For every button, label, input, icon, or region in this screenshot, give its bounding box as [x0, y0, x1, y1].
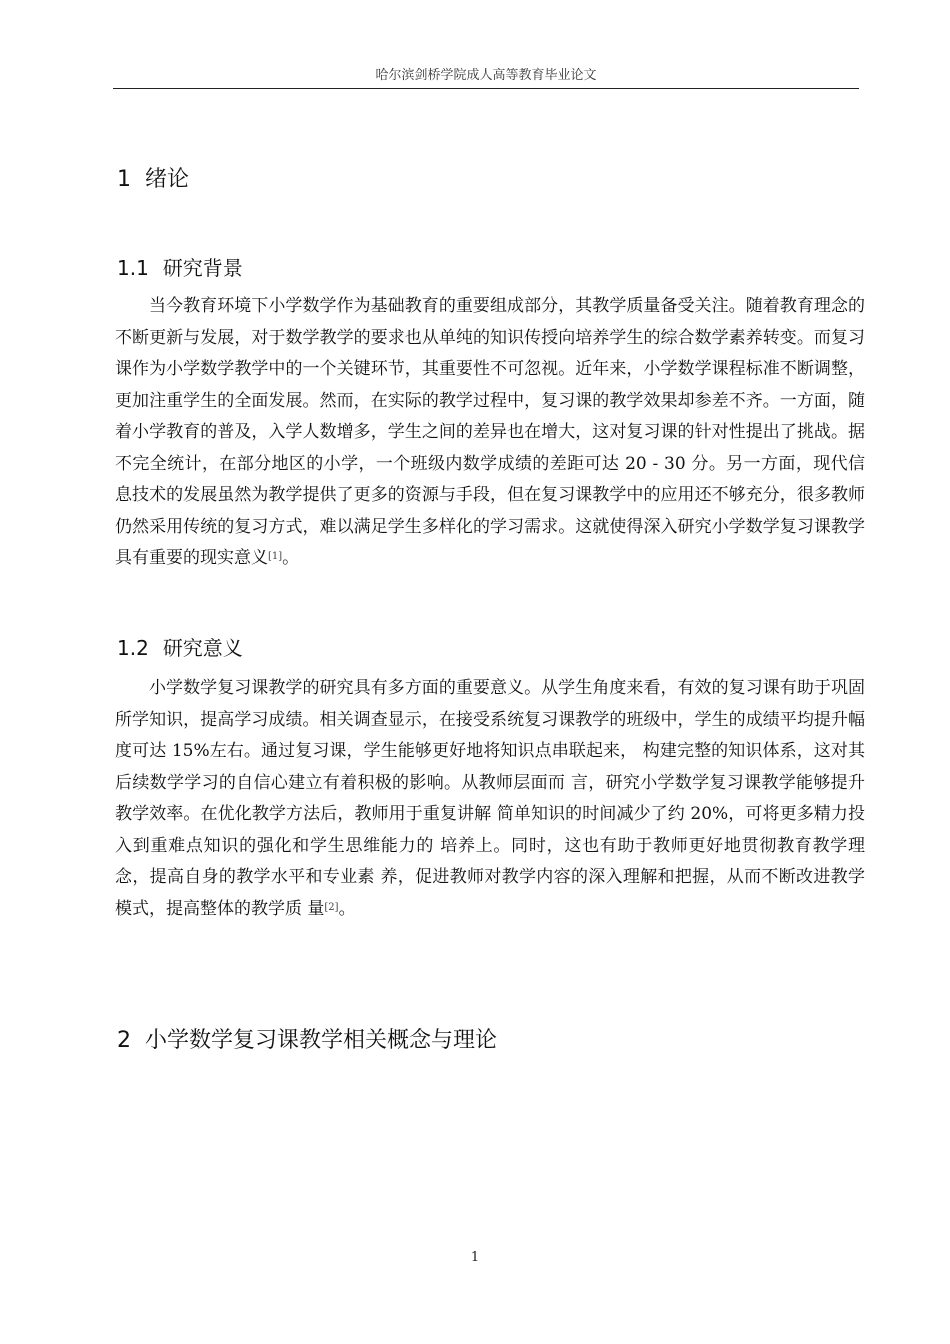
page-number: 1: [470, 1250, 480, 1265]
citation-1[interactable]: [1]: [268, 551, 283, 562]
section-1-1-number: 1.1: [117, 256, 149, 280]
section-1-2-title: 研究意义: [162, 636, 243, 660]
chapter-1-heading: [117, 162, 189, 193]
section-1-2-text: 小学数学复习课教学的研究具有多方面的重要意义。从学生角度来看，有效的复习课有助于巩固所学知识，提高学习成绩。相关调查显示，在接受系统复习课教学的班级中，学生的成绩平均提升幅度可达 15%左右。通过复习课，学生能够更好地将知识点串联起来， 构建完整的知识体系，这对其后续数学学习的自信心建立有着积极的影响。从教师层面而 言，研究小学数学复习课教学能够提升教学效率。在优化教学方法后，教师用于重复讲解 简单知识的时间减少了约 20%，可将更多精力投入到重难点知识的强化和学生思维能力的 培养上。同时，这也有助于教师更好地贯彻教育教学理念，提高自身的教学水平和专业素 养，促进教师对教学内容的深入理解和把握，从而不断改进教学模式，提高整体的教学质 量: [115, 678, 865, 919]
header-divider: [113, 88, 859, 89]
section-1-2-heading: [117, 632, 243, 661]
running-header: 哈尔滨剑桥学院成人高等教育毕业论文: [375, 68, 597, 83]
section-1-2-number: 1.2: [117, 636, 149, 660]
section-1-2-end: 。: [338, 898, 356, 919]
chapter-1-number: 1: [117, 167, 131, 192]
section-1-2-paragraph: [115, 673, 865, 925]
chapter-2-title: 小学数学复习课教学相关概念与理论: [145, 1028, 498, 1053]
section-1-1-title: 研究背景: [162, 256, 243, 280]
section-1-1-text: 当今教育环境下小学数学作为基础教育的重要组成部分，其教学质量备受关注。随着教育理念的不断更新与发展，对于数学教学的要求也从单纯的知识传授向培养学生的综合数学素养转变。而复习课作为小学数学教学中的一个关键环节，其重要性不可忽视。近年来，小学数学课程标准不断调整，更加注重学生的全面发展。然而，在实际的教学过程中，复习课的教学效果却参差不齐。一方面，随着小学教育的普及，入学人数增多，学生之间的差异也在增大，这对复习课的针对性提出了挑战。据不完全统计，在部分地区的小学，一个班级内数学成绩的差距可达 20 - 30 分。另一方面，现代信息技术的发展虽然为教学提供了更多的资源与手段，但在复习课教学中的应用还不够充分，很多教师仍然采用传统的复习方式，难以满足学生多样化的学习需求。这就使得深入研究小学数学复习课教学具有重要的现实意义: [115, 296, 865, 568]
citation-2[interactable]: [2]: [324, 901, 339, 913]
chapter-2-number: 2: [117, 1028, 131, 1053]
section-1-1-heading: [117, 252, 243, 281]
chapter-1-title: 绪论: [145, 167, 190, 192]
section-1-1-end: 。: [282, 548, 300, 568]
section-1-1-paragraph: [115, 291, 865, 575]
chapter-2-heading: [117, 1023, 497, 1054]
